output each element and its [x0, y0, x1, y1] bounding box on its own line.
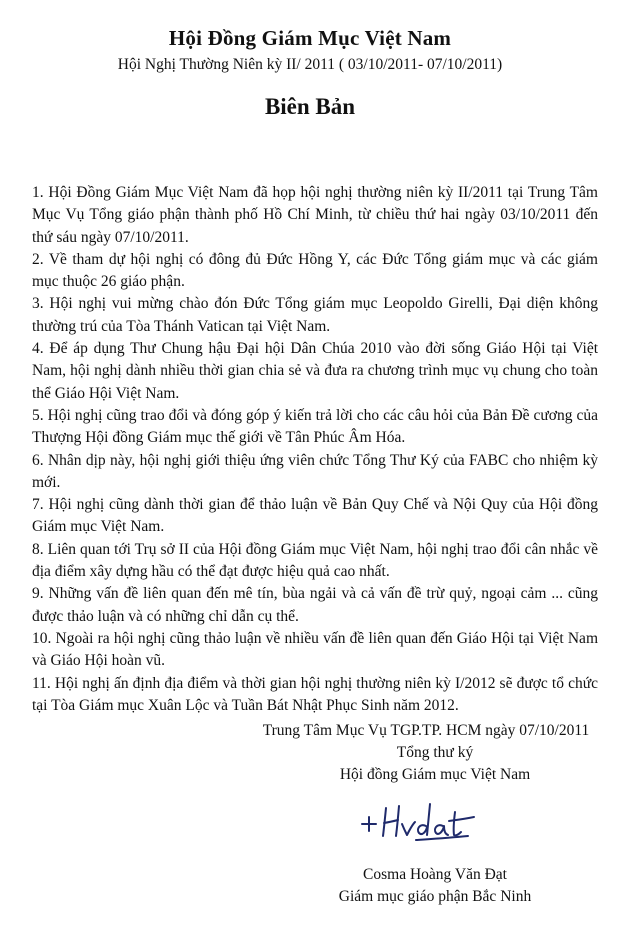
conference-subtitle: Hội Nghị Thường Niên kỳ II/ 2011 ( 03/10/2011- 07/10/2011): [117, 56, 503, 73]
list-item: 9. Những vấn đề liên quan đến mê tín, bùa ngải và cả vấn đề trừ quỷ, ngoại cảm ... cũng được thảo luận và có những chỉ dẫn cụ thể.: [32, 585, 598, 625]
list-item: 7. Hội nghị cũng dành thời gian để thảo luận về Bản Quy Chế và Nội Quy của Hội đồng Giám mục Việt Nam.: [32, 496, 598, 536]
list-item: 8. Liên quan tới Trụ sở II của Hội đồng Giám mục Việt Nam, hội nghị trao đổi cân nhắc về địa điểm xây dựng hầu có thể đạt được hiệu quả cao nhất.: [32, 540, 598, 581]
signatory-title: Giám mục giáo phận Bắc Ninh: [338, 888, 532, 905]
signature-role: Tổng thư ký: [396, 744, 474, 761]
signature-organization: Hội đồng Giám mục Việt Nam: [339, 766, 531, 783]
signatory-name: Cosma Hoàng Văn Đạt: [363, 866, 507, 883]
handwritten-signature: [356, 796, 486, 848]
list-item: 11. Hội nghị ấn định địa điểm và thời gian hội nghị thường niên kỳ I/2012 sẽ được tổ chức tại Tòa Giám mục Xuân Lộc và Tuần Bát Nhật Phục Sinh năm 2012.: [32, 674, 598, 714]
list-item: 1. Hội Đồng Giám Mục Việt Nam đã họp hội nghị thường niên kỳ II/2011 tại Trung Tâm Mục Vụ Tổng giáo phận thành phố Hồ Chí Minh, từ chiều thứ hai ngày 03/10/2011 đến thứ sáu ngày 07/10/2011.: [32, 184, 598, 246]
list-item: 4. Để áp dụng Thư Chung hậu Đại hội Dân Chúa 2010 vào đời sống Giáo Hội tại Việt Nam, hội nghị dành nhiều thời gian chia sẻ và đưa ra chương trình mục vụ chung cho toàn thể Giáo Hội Việt Nam.: [32, 340, 598, 402]
list-item: 5. Hội nghị cũng trao đổi và đóng góp ý kiến trả lời cho các câu hỏi của Bản Đề cương của Thượng Hội đồng Giám mục thế giới về Tân Phúc Âm Hóa.: [32, 406, 598, 447]
list-item: 6. Nhân dịp này, hội nghị giới thiệu ứng viên chức Tổng Thư Ký của FABC cho nhiệm kỳ mới.: [32, 451, 598, 491]
minutes-list: [32, 182, 598, 717]
list-item: 3. Hội nghị vui mừng chào đón Đức Tổng giám mục Leopoldo Girelli, Đại diện không thường trú của Tòa Thánh Vatican tại Việt Nam.: [32, 295, 598, 335]
organization-title: Hội Đồng Giám Mục Việt Nam: [168, 26, 452, 50]
list-item: 10. Ngoài ra hội nghị cũng thảo luận về nhiều vấn đề liên quan đến Giáo Hội tại Việt Nam và Giáo Hội hoàn vũ.: [32, 629, 598, 670]
signature-place-date: Trung Tâm Mục Vụ TGP.TP. HCM ngày 07/10/2011: [262, 722, 590, 739]
document-title: Biên Bản: [264, 94, 356, 119]
list-item: 2. Về tham dự hội nghị có đông đủ Đức Hồng Y, các Đức Tổng giám mục và các giám mục thuộc 26 giáo phận.: [32, 250, 598, 291]
